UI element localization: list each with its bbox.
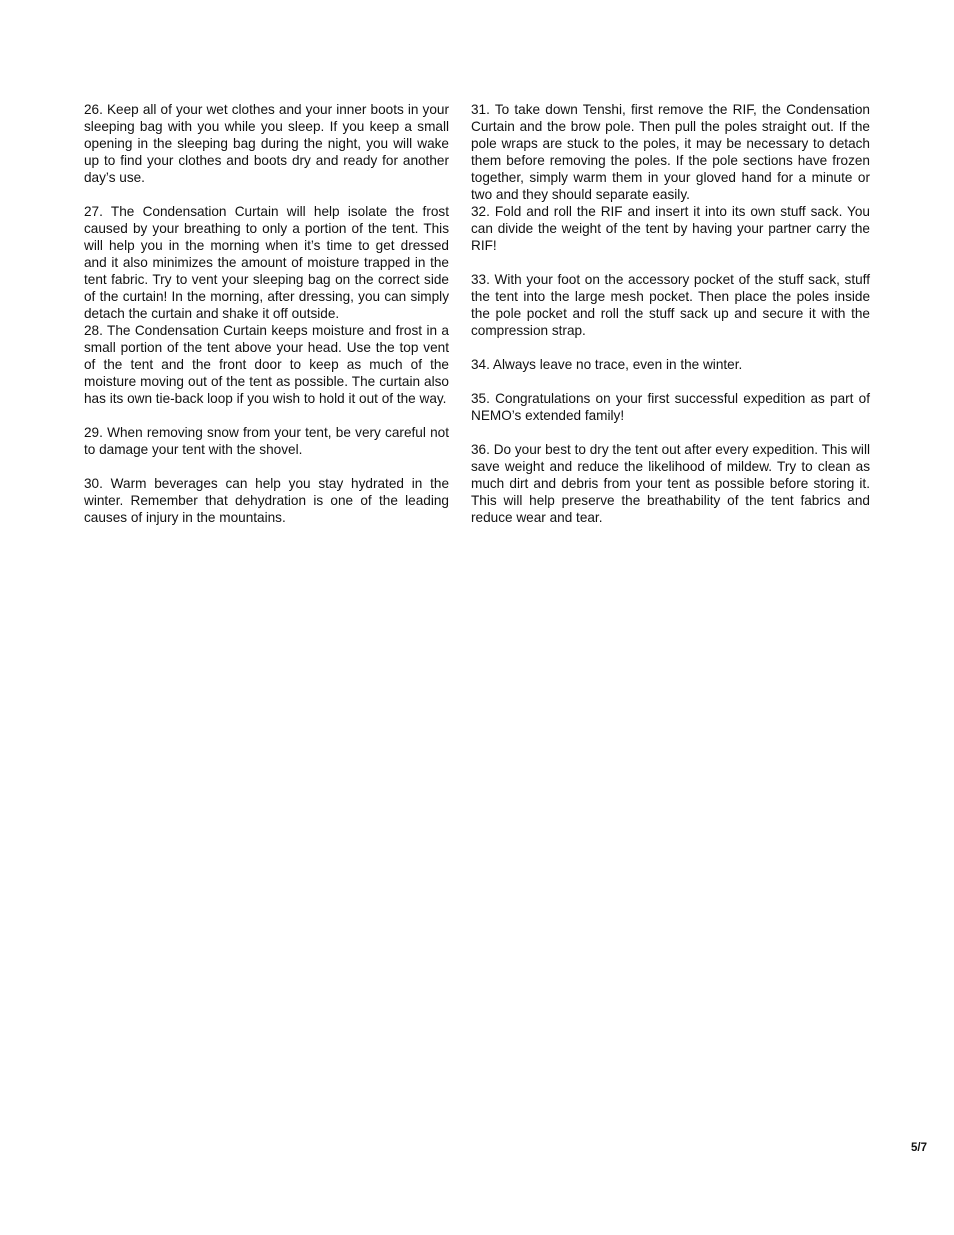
right-text-column — [471, 101, 870, 526]
paragraph-28: 28. The Condensation Curtain keeps moisture and frost in a small portion of the tent above your head. Use the top vent of the tent and the front door to keep as much of the moisture moving out of the tent as possible. The curtain also has its own tie-back loop if you wish to hold it out of the way. — [84, 323, 449, 406]
paragraph-34: 34. Always leave no trace, even in the winter. — [471, 357, 743, 372]
paragraph-31: 31. To take down Tenshi, first remove the RIF, the Condensation Curtain and the brow pole. Then pull the poles straight out. If the pole wraps are stuck to the poles, it may be necessary to detach them before removing the poles. If the pole sections have frozen together, simply warm them in your gloved hand for a minute or two and they should separate easily. — [471, 102, 870, 202]
paragraph-26: 26. Keep all of your wet clothes and your inner boots in your sleeping bag with you while you sleep. If you keep a small opening in the sleeping bag during the night, you will wake up to find your clothes and boots dry and ready for another day’s use. — [84, 102, 449, 185]
paragraph-30: 30. Warm beverages can help you stay hydrated in the winter. Remember that dehydration is one of the leading causes of injury in the mountains. — [84, 476, 449, 525]
paragraph-29: 29. When removing snow from your tent, be very careful not to damage your tent with the shovel. — [84, 425, 449, 457]
paragraph-27: 27. The Condensation Curtain will help isolate the frost caused by your breathing to only a portion of the tent. This will help you in the morning when it’s time to get dressed and it also minimizes the amount of moisture trapped in the tent fabric. Try to vent your sleeping bag on the correct side of the curtain! In the morning, after dressing, you can simply detach the curtain and shake it off outside. — [84, 204, 449, 321]
paragraph-33: 33. With your foot on the accessory pocket of the stuff sack, stuff the tent into the large mesh pocket. Then place the poles inside the pole pocket and roll the stuff sack up and secure it with the compression strap. — [471, 272, 870, 338]
page-number: 5/7 — [911, 1142, 927, 1154]
paragraph-32: 32. Fold and roll the RIF and insert it into its own stuff sack. You can divide the weight of the tent by having your partner carry the RIF! — [471, 204, 870, 253]
paragraph-35: 35. Congratulations on your first successful expedition as part of NEMO’s extended family! — [471, 391, 870, 423]
left-text-column — [84, 101, 449, 526]
paragraph-36: 36. Do your best to dry the tent out after every expedition. This will save weight and reduce the likelihood of mildew. Try to clean as much dirt and debris from your tent as possible before storing it. This will help preserve the breathability of the tent fabrics and reduce wear and tear. — [471, 442, 870, 525]
